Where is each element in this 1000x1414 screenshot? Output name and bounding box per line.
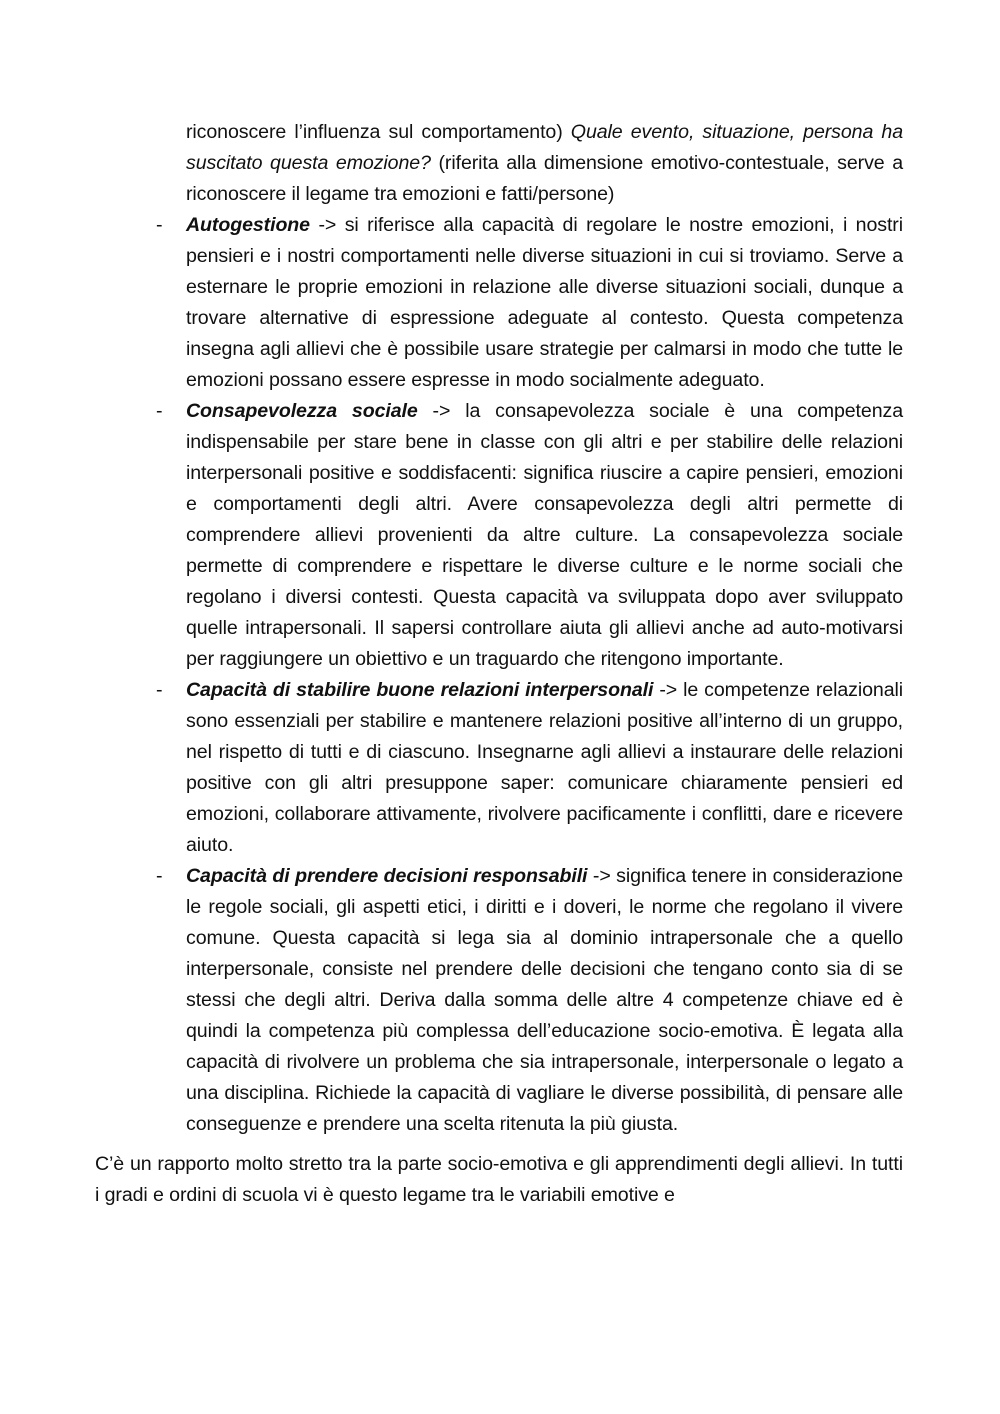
- list-item-dash: -: [156, 214, 163, 236]
- list-item-term: Capacità di stabilire buone relazioni interpersonali: [186, 679, 654, 701]
- list-item-relazioni-interpersonali: [95, 675, 903, 861]
- list-item-term: Capacità di prendere decisioni responsabili: [186, 865, 588, 887]
- list-item-consapevolezza-sociale: [95, 396, 903, 675]
- list-item-dash: -: [156, 679, 163, 701]
- page-body: [95, 117, 903, 1211]
- list-item-autogestione: [95, 210, 903, 396]
- list-item-body: -> significa tenere in considerazione le regole sociali, gli aspetti etici, i diritti e i doveri, le norme che regolano il vivere comune. Questa capacità si lega sia al dominio intrapersonale che a quello interpersonale, consiste nel prendere delle decisioni che tengano conto sia di se stessi che degli altri. Deriva dalla somma delle altre 4 competenze chiave ed è quindi la competenza più complessa dell’educazione socio-emotiva. È legata alla capacità di rivolvere un problema che sia intrapersonale, interpersonale o legato a una disciplina. Richiede la capacità di vagliare le diverse possibilità, di pensare alle conseguenze e prendere una scelta ritenuta la più giusta.: [186, 865, 903, 1135]
- continued-list-text: [186, 117, 903, 210]
- list-item-body: -> la consapevolezza sociale è una competenza indispensabile per stare bene in classe con gli altri e per stabilire delle relazioni interpersonali positive e soddisfacenti: significa riuscire a capire pensieri, emozioni e comportamenti degli altri. Avere consapevolezza degli altri permette di comprendere allievi provenienti da altre culture. La consapevolezza sociale permette di comprendere e rispettare le diverse culture e le norme sociali che regolano i diversi contesti. Questa capacità va sviluppata dopo aver sviluppato quelle intrapersonali. Il sapersi controllare aiuta gli allievi anche ad auto-motivarsi per raggiungere un obiettivo e un traguardo che ritengono importante.: [186, 400, 903, 670]
- closing-paragraph: C’è un rapporto molto stretto tra la parte socio-emotiva e gli apprendimenti degli allievi. In tutti i gradi e ordini di scuola vi è questo legame tra le variabili emotive e: [95, 1153, 903, 1206]
- list-item-term: Autogestione: [186, 214, 310, 236]
- competence-list: [95, 210, 903, 1140]
- continuation-text-before: riconoscere l’influenza sul comportamento): [186, 121, 571, 143]
- list-item-dash: -: [156, 865, 163, 887]
- list-item-body: -> le competenze relazionali sono essenziali per stabilire e mantenere relazioni positive all’interno di un gruppo, nel rispetto di tutti e di ciascuno. Insegnarne agli allievi a instaurare delle relazioni positive con gli altri presuppone saper: comunicare chiaramente pensieri ed emozioni, collaborare attivamente, rivolvere pacificamente i conflitti, dare e ricevere aiuto.: [186, 679, 904, 856]
- continuation-text-after: (riferita alla dimensione emotivo-contestuale, serve a riconoscere il legame tra emozioni e fatti/persone): [186, 152, 904, 205]
- list-item-term: Consapevolezza sociale: [186, 400, 418, 422]
- list-item-decisioni-responsabili: [95, 861, 903, 1140]
- continuation-italic-question: Quale evento, situazione, persona ha suscitato questa emozione?: [186, 121, 903, 174]
- list-item-body: -> si riferisce alla capacità di regolare le nostre emozioni, i nostri pensieri e i nostri comportamenti nelle diverse situazioni in cui si troviamo. Serve a esternare le proprie emozioni in relazione alle diverse situazioni sociali, dunque a trovare alternative di espressione adeguate al contesto. Questa competenza insegna agli allievi che è possibile usare strategie per calmarsi in modo che tutte le emozioni possano essere espresse in modo socialmente adeguato.: [186, 214, 903, 391]
- list-item-dash: -: [156, 400, 163, 422]
